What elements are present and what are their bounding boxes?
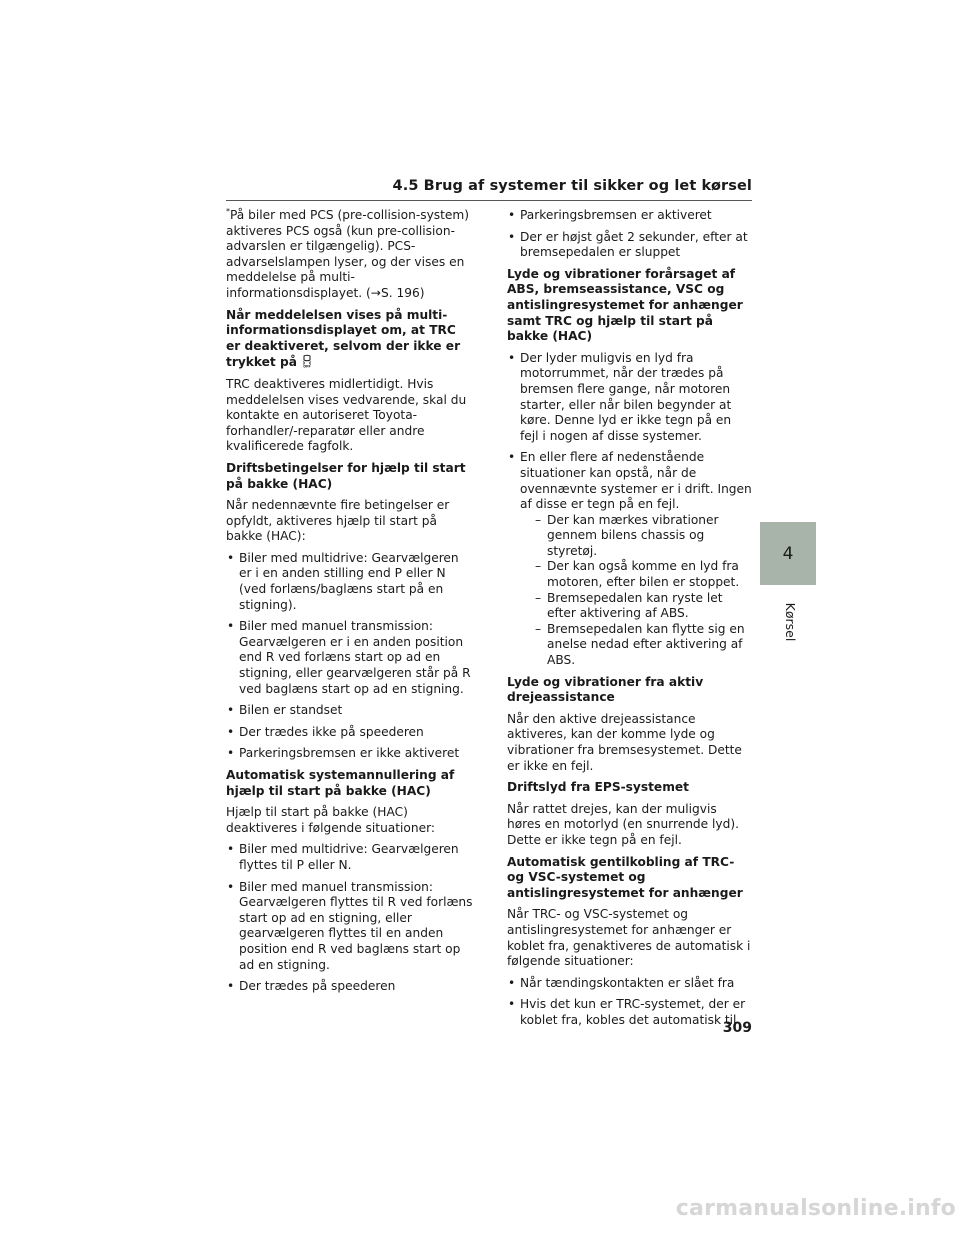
heading-trc-message: Når meddelelsen vises på multi-informationsdisplayet om, at TRC er deaktiveret, selvom der ikke er trykket på OFF — [226, 307, 461, 370]
chapter-label: Kørsel — [783, 602, 798, 642]
svg-text:OFF: OFF — [303, 364, 311, 369]
vsc-off-icon — [300, 354, 314, 368]
list-item: • Biler med manuel transmission: Gearvælgeren flyttes til R ved forlæns start op ad en stigning, eller gearvælgeren flyttes til en anden position end R ved baglæns start op ad en stigning. — [226, 880, 474, 974]
trc-paragraph: TRC deaktiveres midlertidigt. Hvis meddelelsen vises vedvarende, skal du kontakte en autoriseret Toyota-forhandler/-reparatør eller andre kvalificerede fagfolk. — [226, 376, 467, 454]
hac-cancel-paragraph: Hjælp til start på bakke (HAC) deaktiveres i følgende situationer: — [226, 805, 436, 835]
footnote-paragraph: *På biler med PCS (pre-collision-system) aktiveres PCS også (kun pre-collision-advarslen er tilgængelig). PCS-advarselslampen lyser, og der vises en meddelelse på multi-informationsdisplayet. (→S. 196) — [226, 206, 470, 300]
heading-reactivation: Automatisk gentilkobling af TRC- og VSC-systemet og antislingresystemet for anhænger — [507, 854, 743, 900]
chapter-number: 4 — [782, 543, 794, 564]
list-item: • Der er højst gået 2 sekunder, efter at bremsepedalen er sluppet — [507, 230, 753, 261]
list-item: • Hvis det kun er TRC-systemet, der er koblet fra, kobles det automatisk til — [507, 997, 753, 1028]
sub-list-item: – Bremsepedalen kan ryste let efter aktivering af ABS. — [520, 591, 753, 622]
list-item: • Der trædes ikke på speederen — [226, 725, 474, 741]
page-number: 309 — [722, 1020, 752, 1036]
list-item: • Biler med multidrive: Gearvælgeren er i en anden stilling end P eller N (ved forlæns/baglæns start på en stigning). — [226, 551, 474, 613]
heading-drejeassistance: Lyde og vibrationer fra aktiv drejeassistance — [507, 674, 704, 705]
hac-paragraph: Når nedennævnte fire betingelser er opfyldt, aktiveres hjælp til start på bakke (HAC): — [226, 498, 450, 544]
list-item: • Biler med manuel transmission: Gearvælgeren er i en anden position end R ved forlæns start op ad en stigning, eller gearvælgeren står på R ved baglæns start op ad en stigning. — [226, 619, 474, 697]
sub-list-item: – Der kan mærkes vibrationer gennem bilens chassis og styretøj. — [520, 513, 753, 560]
list-item: • Bilen er standset — [226, 703, 474, 719]
sub-list-item: – Der kan også komme en lyd fra motoren, efter bilen er stoppet. — [520, 559, 753, 590]
sub-list — [520, 513, 753, 669]
reactivation-paragraph: Når TRC- og VSC-systemet og antislingresystemet for anhænger er koblet fra, genaktiveres de automatisk i følgende situationer: — [507, 907, 751, 969]
eps-paragraph: Når rattet drejes, kan der muligvis høres en motorlyd (en snurrende lyd). Dette er ikke tegn på en fejl. — [507, 801, 740, 847]
list-item: • Parkeringsbremsen er ikke aktiveret — [226, 746, 474, 762]
right-column — [507, 208, 753, 1035]
left-column — [226, 208, 474, 1001]
list-item: • En eller flere af nedenstående situationer kan opstå, når de ovennævnte systemer er i drift. Ingen af disse er tegn på en fejl. – Der kan mærkes vibrationer gennem bilens chassis og styretøj. – Der kan også komme en lyd fra motoren, efter bilen er stoppet. – Bremsepedalen kan ryste let efter aktivering af ABS. – Bremsepedalen kan flytte sig en anelse nedad efter aktivering af ABS. — [507, 450, 753, 668]
heading-abs-sounds: Lyde og vibrationer forårsaget af ABS, bremseassistance, VSC og antislingresystemet for anhænger samt TRC og hjælp til start på bakke (HAC) — [507, 266, 743, 344]
list-item: • Der lyder muligvis en lyd fra motorrummet, når der trædes på bremsen flere gange, når motoren starter, eller når bilen begynder at køre. Denne lyd er ikke tegn på en fejl i nogen af disse systemer. — [507, 351, 753, 445]
footnote-marker: * — [226, 206, 230, 216]
heading-eps: Driftslyd fra EPS-systemet — [507, 780, 689, 795]
heading-hac-cancel: Automatisk systemannullering af hjælp til start på bakke (HAC) — [226, 768, 455, 798]
list-item: • Parkeringsbremsen er aktiveret — [507, 208, 753, 224]
sub-list-item: – Bremsepedalen kan flytte sig en anelse nedad efter aktivering af ABS. — [520, 622, 753, 669]
watermark: carmanualsonline.info — [675, 1196, 956, 1221]
list-item: • Der trædes på speederen — [226, 979, 474, 995]
list-item: • Biler med multidrive: Gearvælgeren flyttes til P eller N. — [226, 842, 474, 873]
section-title: 4.5 Brug af systemer til sikker og let kørsel — [392, 178, 752, 194]
list-item: • Når tændingskontakten er slået fra — [507, 976, 753, 992]
chapter-tab — [760, 522, 816, 585]
page-header — [226, 178, 752, 201]
heading-hac-conditions: Driftsbetingelser for hjælp til start på bakke (HAC) — [226, 460, 466, 491]
drejeassistance-paragraph: Når den aktive drejeassistance aktiveres, kan der komme lyde og vibrationer fra bremsesystemet. Dette er ikke en fejl. — [507, 711, 742, 773]
